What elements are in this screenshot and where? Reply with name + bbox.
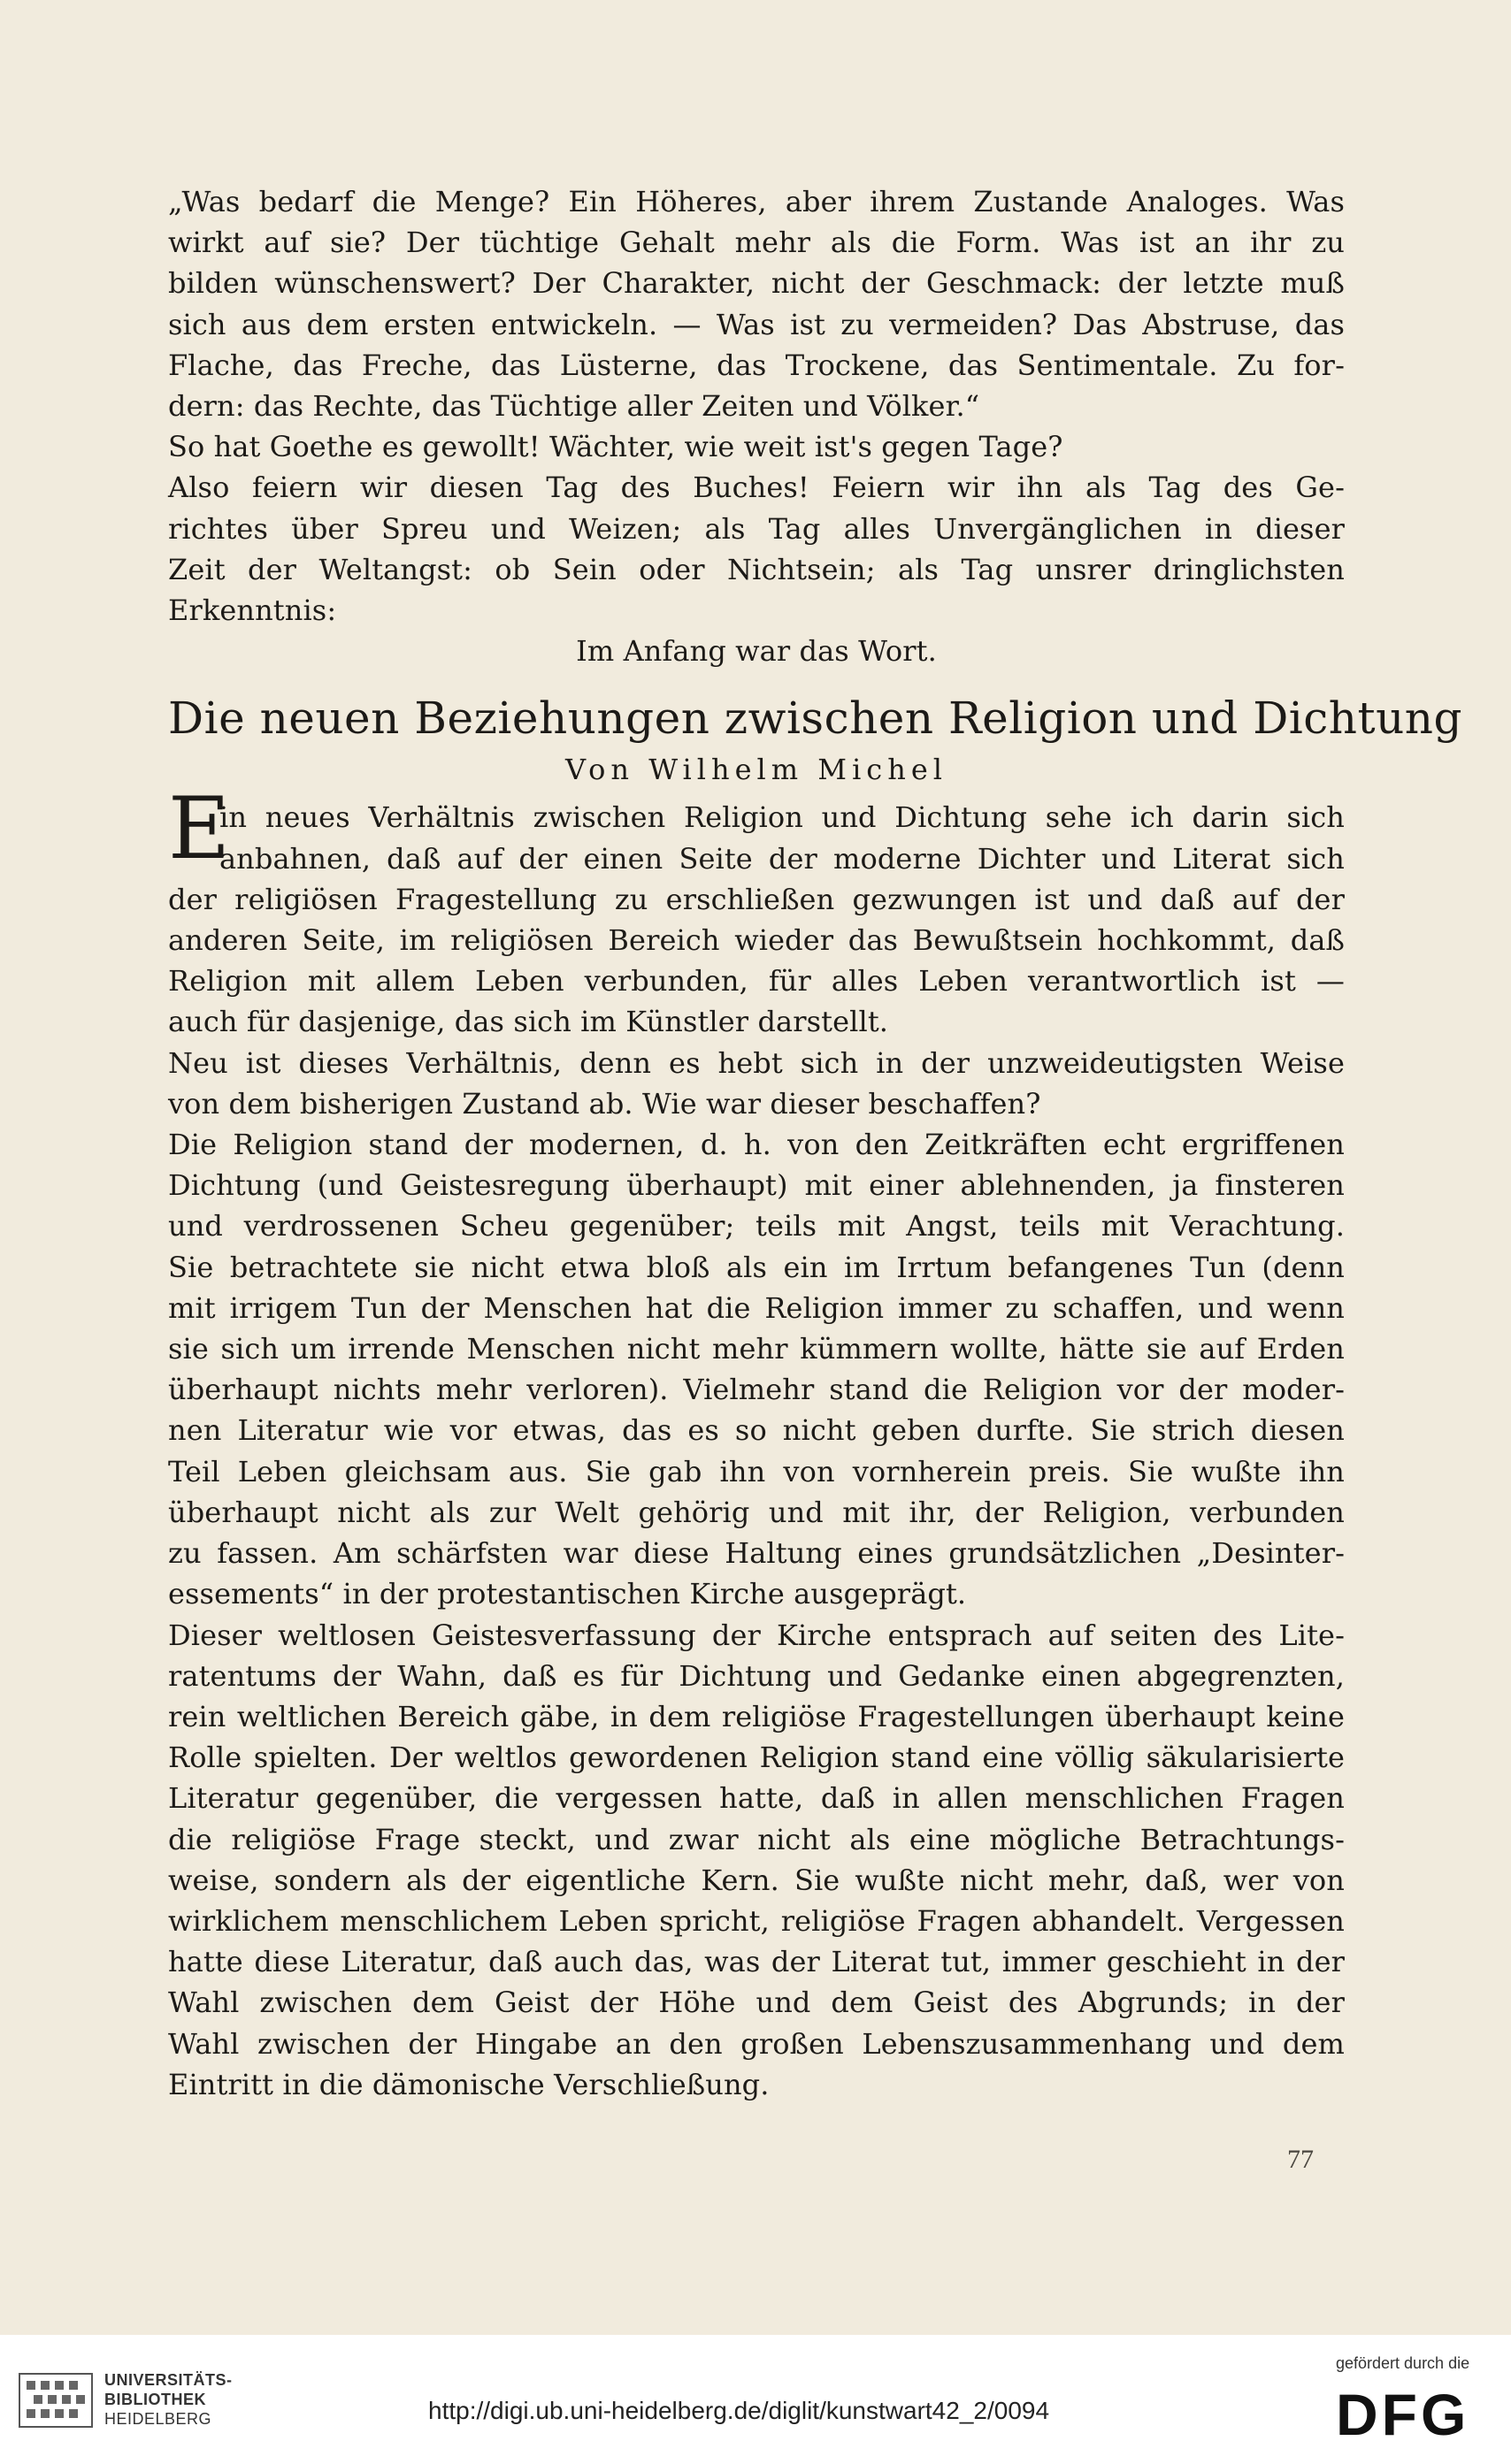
text-line: sie sich um irrende Menschen nicht mehr kümmern wollte, hätte sie auf Erden	[168, 1332, 1345, 1366]
paragraph-1	[168, 779, 1345, 1042]
university-seal-icon	[16, 2368, 96, 2432]
text-line: Dichtung (und Geistesregung überhaupt) mit einer ablehnenden, ja finsteren	[168, 1168, 1345, 1203]
text-line: und verdrossenen Scheu gegenüber; teils mit Angst, teils mit Verachtung.	[168, 1209, 1345, 1243]
library-line: HEIDELBERG	[104, 2410, 212, 2428]
text-line: Also feiern wir diesen Tag des Buches! Feiern wir ihn als Tag des Ge-	[168, 471, 1345, 505]
paragraph-2	[168, 1043, 1345, 1124]
text-line: essements“ in der protestantischen Kirche ausgeprägt.	[168, 1577, 967, 1611]
library-line: UNIVERSITÄTS-	[104, 2371, 233, 2389]
page-number: 77	[1287, 2145, 1314, 2174]
digitization-footer	[0, 2335, 1511, 2464]
text-line: „Was bedarf die Menge? Ein Höheres, aber ihrem Zustande Analoges. Was	[168, 185, 1345, 218]
text-line: überhaupt nicht als zur Welt gehörig und mit ihr, der Religion, verbunden	[168, 1495, 1345, 1529]
text-line: Eintritt in die dämonische Verschließung.	[168, 2067, 770, 2101]
text-line: Flache, das Freche, das Lüsterne, das Trockene, das Sentimentale. Zu for-	[168, 348, 1345, 382]
paragraph-3	[168, 1124, 1345, 1614]
text-line: zu fassen. Am schärfsten war diese Haltung eines grundsätzlichen „Desinter-	[168, 1536, 1345, 1571]
article-title: Die neuen Beziehungen zwischen Religion und Dichtung	[168, 693, 1462, 745]
goethe-quote	[168, 181, 1345, 426]
text-line: weise, sondern als der eigentliche Kern. Sie wußte nicht mehr, daß, wer von	[168, 1863, 1345, 1897]
source-url-link[interactable]: http://digi.ub.uni-heidelberg.de/diglit/kunstwart42_2/0094	[428, 2397, 1050, 2424]
motto: Im Anfang war das Wort.	[576, 634, 937, 669]
text-line: Wahl zwischen dem Geist der Höhe und dem Geist des Abgrunds; in der	[168, 1986, 1345, 2020]
text-line: anderen Seite, im religiösen Bereich wieder das Bewußtsein hochkommt, daß	[168, 923, 1345, 958]
library-name	[104, 2370, 233, 2429]
dfg-logo: DFG	[1336, 2382, 1470, 2447]
text-line: Literatur gegenüber, die vergessen hatte, daß in allen menschlichen Fragen	[168, 1781, 1345, 1816]
text-line: Rolle spielten. Der weltlos gewordenen Religion stand eine völlig säkularisierte	[168, 1741, 1345, 1775]
text-line: Wahl zwischen der Hingabe an den großen Lebenszusammenhang und dem	[168, 2026, 1345, 2061]
text-line: mit irrigem Tun der Menschen hat die Religion immer zu schaffen, und wenn	[168, 1290, 1345, 1325]
paragraph-4	[168, 1615, 1345, 2105]
text-line: wirklichem menschlichem Leben spricht, religiöse Fragen abhandelt. Vergessen	[168, 1903, 1345, 1938]
text-line: nen Literatur wie vor etwas, das es so nicht geben durfte. Sie strich diesen	[168, 1413, 1345, 1448]
text-line: Die Religion stand der modernen, d. h. von den Zeitkräften echt ergriffenen	[168, 1128, 1345, 1162]
text-line: die religiöse Frage steckt, und zwar nicht als eine mögliche Betrachtungs-	[168, 1822, 1345, 1856]
text-line: Teil Leben gleichsam aus. Sie gab ihn von vornherein preis. Sie wußte ihn	[168, 1454, 1345, 1488]
text-line: Dieser weltlosen Geistesverfassung der Kirche entsprach auf seiten des Lite-	[168, 1618, 1345, 1652]
feier-paragraph	[168, 467, 1345, 631]
text-line: wirkt auf sie? Der tüchtige Gehalt mehr als die Form. Was ist an ihr zu	[168, 226, 1345, 260]
funding-caption: gefördert durch die	[1336, 2354, 1470, 2372]
text-line: dern: das Rechte, das Tüchtige aller Zeiten und Völker.“	[168, 389, 980, 424]
text-line: bilden wünschenswert? Der Charakter, nicht der Geschmack: der letzte muß	[168, 266, 1345, 301]
library-line: BIBLIOTHEK	[104, 2391, 206, 2408]
text-line: überhaupt nichts mehr verloren). Vielmehr stand die Religion vor der moder-	[168, 1373, 1345, 1407]
text-line: Religion mit allem Leben verbunden, für alles Leben verantwortlich ist —	[168, 964, 1345, 999]
drop-cap: E	[168, 779, 231, 879]
text-line: von dem bisherigen Zustand ab. Wie war dieser beschaffen?	[168, 1086, 1041, 1121]
article-byline: Von Wilhelm Michel	[564, 753, 947, 787]
text-line: Erkenntnis:	[168, 593, 337, 628]
text-line: Neu ist dieses Verhältnis, denn es hebt sich in der unzweideutigsten Weise	[168, 1045, 1345, 1080]
text-line: rein weltlichen Bereich gäbe, in dem religiöse Fragestellungen überhaupt keine	[168, 1699, 1345, 1733]
text-line-content: in neues Verhältnis zwischen Religion und Dichtung sehe ich darin sich	[219, 800, 1345, 835]
text-line: sich aus dem ersten entwickeln. — Was ist zu vermeiden? Das Abstruse, das	[168, 307, 1345, 341]
text-line: ratentums der Wahn, daß es für Dichtung und Gedanke einen abgegrenzten,	[168, 1658, 1345, 1693]
text-line: hatte diese Literatur, daß auch das, was der Literat tut, immer geschieht in der	[168, 1945, 1345, 1979]
goethe-line: So hat Goethe es gewollt! Wächter, wie weit ist's gegen Tage?	[168, 430, 1063, 464]
text-line: auch für dasjenige, das sich im Künstler darstellt.	[168, 1005, 889, 1039]
text-line: Zeit der Weltangst: ob Sein oder Nichtsein; als Tag unsrer dringlichsten	[168, 552, 1345, 586]
text-line: richtes über Spreu und Weizen; als Tag alles Unvergänglichen in dieser	[168, 511, 1345, 546]
text-line: anbahnen, daß auf der einen Seite der moderne Dichter und Literat sich	[219, 841, 1345, 876]
page-text	[168, 181, 1462, 2105]
text-line: Sie betrachtete sie nicht etwa bloß als ein im Irrtum befangenes Tun (denn	[168, 1250, 1345, 1284]
text-line: der religiösen Fragestellung zu erschließen gezwungen ist und daß auf der	[168, 882, 1345, 916]
